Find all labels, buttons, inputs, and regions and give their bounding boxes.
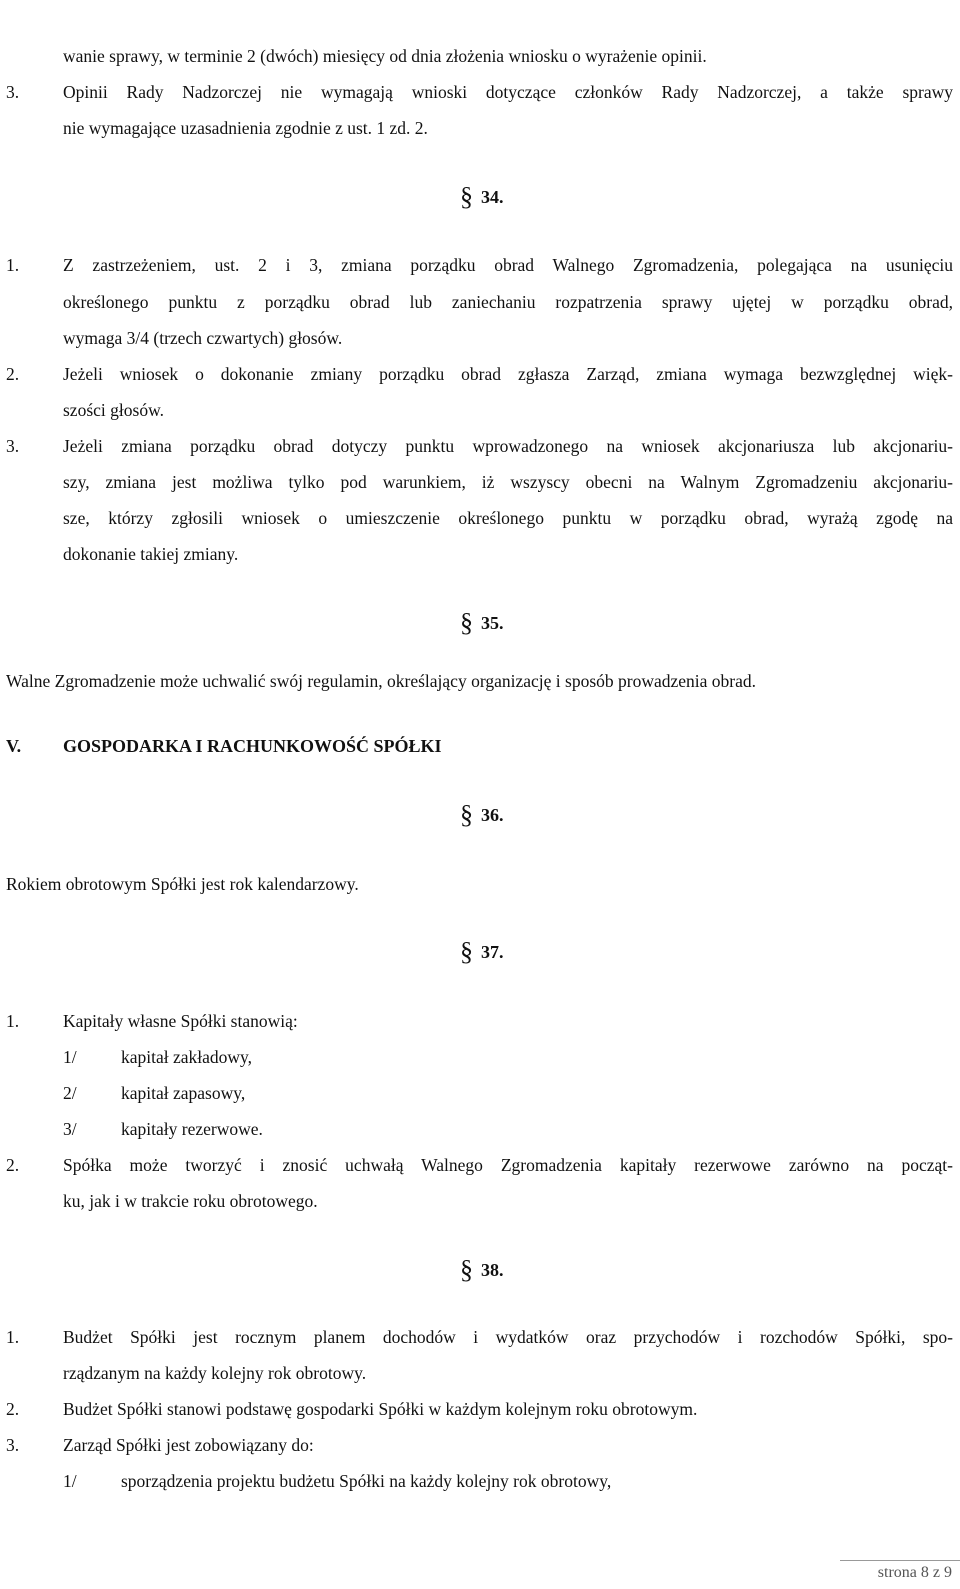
- section-symbol: §: [460, 800, 473, 829]
- page-number: strona 8 z 9: [877, 1564, 952, 1581]
- sub-item-number: 3/: [63, 1119, 77, 1139]
- continuation-line: wanie sprawy, w terminie 2 (dwóch) miesięcy od dnia złożenia wniosku o wyrażenie opinii.: [63, 46, 707, 66]
- paragraph-line: wymaga 3/4 (trzech czwartych) głosów.: [63, 328, 343, 348]
- paragraph-line: nie wymagające uzasadnienia zgodnie z ust. 1 zd. 2.: [63, 118, 428, 138]
- item-number: 1.: [6, 255, 20, 275]
- paragraph-line: Rokiem obrotowym Spółki jest rok kalendarzowy.: [6, 874, 359, 894]
- paragraph-line: Budżet Spółki jest rocznym planem dochodów i wydatków oraz przychodów i rozchodów Spółki, spo-: [63, 1327, 953, 1347]
- section-symbol: §: [460, 182, 473, 211]
- sub-item-text: sporządzenia projektu budżetu Spółki na każdy kolejny rok obrotowy,: [121, 1471, 612, 1491]
- section-heading-36: [460, 800, 504, 829]
- item-number: 1.: [6, 1327, 20, 1347]
- section-heading-34: [460, 182, 504, 211]
- paragraph-line: Opinii Rady Nadzorczej nie wymagają wnioski dotyczące członków Rady Nadzorczej, a także sprawy: [63, 82, 953, 102]
- section-number: 35.: [481, 613, 504, 633]
- item-number: 3.: [6, 82, 20, 102]
- sub-item-number: 1/: [63, 1471, 77, 1491]
- section-heading-35: [460, 608, 504, 637]
- section-symbol: §: [460, 937, 473, 966]
- sub-item-text: kapitały rezerwowe.: [121, 1119, 263, 1139]
- sub-item-number: 2/: [63, 1083, 77, 1103]
- paragraph-line: Z zastrzeżeniem, ust. 2 i 3, zmiana porządku obrad Walnego Zgromadzenia, polegająca na usunięciu: [63, 255, 953, 275]
- paragraph-line: Jeżeli wniosek o dokonanie zmiany porządku obrad zgłasza Zarząd, zmiana wymaga bezwzględnej więk-: [63, 364, 953, 384]
- item-number: 3.: [6, 1435, 20, 1455]
- section-heading-38: [460, 1255, 504, 1284]
- paragraph-line: szy, zmiana jest możliwa tylko pod warunkiem, iż wszyscy obecni na Walnym Zgromadzeniu akcjonariu-: [63, 472, 953, 492]
- section-number: 36.: [481, 805, 504, 825]
- paragraph-line: dokonanie takiej zmiany.: [63, 544, 239, 564]
- section-number: 38.: [481, 1260, 504, 1280]
- item-number: 2.: [6, 1399, 20, 1419]
- chapter-number: V.: [6, 736, 22, 756]
- section-heading-37: [460, 937, 504, 966]
- sub-item-number: 1/: [63, 1047, 77, 1067]
- paragraph-line: szości głosów.: [63, 400, 164, 420]
- paragraph-line: sze, którzy zgłosili wniosek o umieszczenie określonego punktu w porządku obrad, wyrażą zgodę na: [63, 508, 953, 528]
- paragraph-line: Jeżeli zmiana porządku obrad dotyczy punktu wprowadzonego na wniosek akcjonariusza lub akcjonariu-: [63, 436, 953, 456]
- section-symbol: §: [460, 608, 473, 637]
- item-number: 1.: [6, 1011, 20, 1031]
- paragraph-line: ku, jak i w trakcie roku obrotowego.: [63, 1191, 318, 1211]
- chapter-title: GOSPODARKA I RACHUNKOWOŚĆ SPÓŁKI: [63, 736, 442, 756]
- paragraph-line: Budżet Spółki stanowi podstawę gospodarki Spółki w każdym kolejnym roku obrotowym.: [63, 1399, 698, 1419]
- sub-item-text: kapitał zakładowy,: [121, 1047, 253, 1067]
- paragraph-line: określonego punktu z porządku obrad lub zaniechaniu rozpatrzenia sprawy ujętej w porządku obrad,: [63, 292, 953, 312]
- paragraph-line: Kapitały własne Spółki stanowią:: [63, 1011, 298, 1031]
- item-number: 2.: [6, 1155, 20, 1175]
- item-number: 3.: [6, 436, 20, 456]
- section-symbol: §: [460, 1255, 473, 1284]
- paragraph-line: Walne Zgromadzenie może uchwalić swój regulamin, określający organizację i sposób prowadzenia obrad.: [6, 671, 756, 691]
- section-number: 37.: [481, 942, 504, 962]
- paragraph-line: rządzanym na każdy kolejny rok obrotowy.: [63, 1363, 367, 1383]
- footer-rule: [840, 1560, 960, 1561]
- sub-item-text: kapitał zapasowy,: [121, 1083, 246, 1103]
- paragraph-line: Spółka może tworzyć i znosić uchwałą Walnego Zgromadzenia kapitały rezerwowe zarówno na począt-: [63, 1155, 953, 1175]
- item-number: 2.: [6, 364, 20, 384]
- paragraph-line: Zarząd Spółki jest zobowiązany do:: [63, 1435, 314, 1455]
- section-number: 34.: [481, 187, 504, 207]
